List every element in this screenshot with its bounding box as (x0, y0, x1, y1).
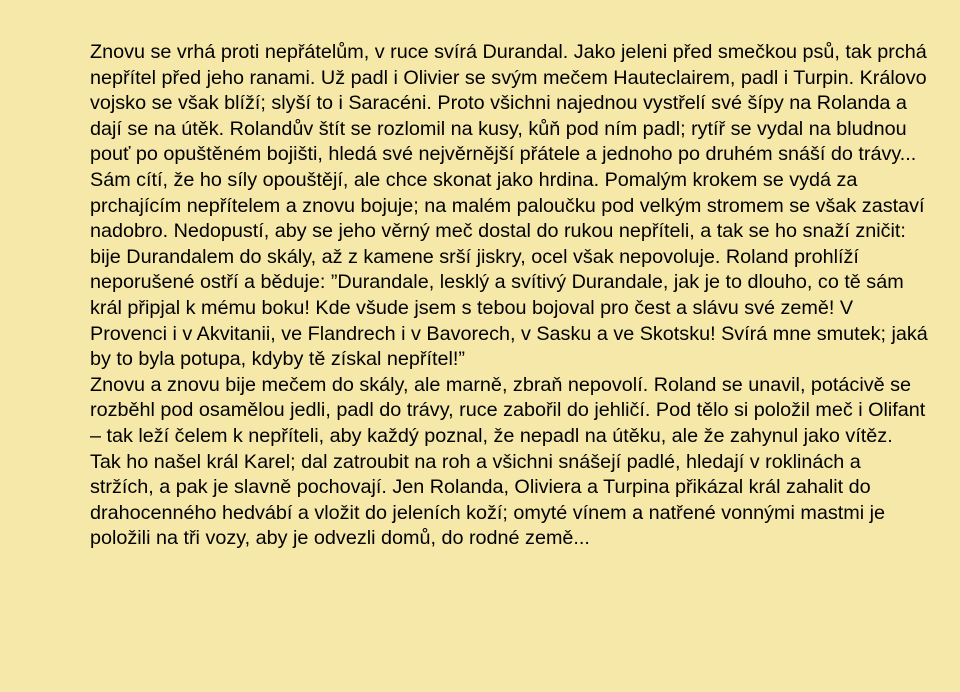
paragraph-2: Znovu a znovu bije mečem do skály, ale marně, zbraň nepovolí. Roland se unavil, potácivě se rozběhl pod osamělou jedli, padl do trávy, ruce zabořil do jehličí. Pod tělo si položil meč i Olifant – tak leží čelem k nepříteli, aby každý poznal, že nepadl na útěku, ale že zahynul jako vítěz. (90, 373, 926, 447)
story-text (90, 40, 930, 552)
paragraph-1: Znovu se vrhá proti nepřátelům, v ruce svírá Durandal. Jako jeleni před smečkou psů, tak prchá nepřítel před jeho ranami. Už padl i Olivier se svým mečem Hauteclairem, padl i Turpin. Královo vojsko se však blíží; slyší to i Saracéni. Proto všichni najednou vystřelí své šípy na Rolanda a dají se na útěk. Rolandův štít se rozlomil na kusy, kůň pod ním padl; rytíř se vydal na bludnou pouť po opuštěném bojišti, hledá své nejvěrnější přátele a jednoho po druhém snáší do trávy... Sám cítí, že ho síly opouštějí, ale chce skonat jako hrdina. Pomalým krokem se vydá za prchajícím nepřítelem a znovu bojuje; na malém paloučku pod velkým stromem se však zastaví nadobro. Nedopustí, aby se jeho věrný meč dostal do rukou nepříteli, a tak se ho snaží zničit: bije Durandalem do skály, až z kamene srší jiskry, ocel však nepovoluje. Roland prohlíží neporušené ostří a běduje: ”Durandale, lesklý a svítivý Durandale, jak je to dlouho, co tě sám král připjal k mému boku! Kde všude jsem s tebou bojoval pro čest a slávu své země! V Provenci i v Akvitanii, ve Flandrech i v Bavorech, v Sasku a ve Skotsku! Svírá mne smutek; jaká by to byla potupa, kdyby tě získal nepřítel!” (90, 41, 928, 371)
paragraph-3: Tak ho našel král Karel; dal zatroubit na roh a všichni snášejí padlé, hledají v roklinách a stržích, a pak je slavně pochovají. Jen Rolanda, Oliviera a Turpina přikázal král zahalit do drahocenného hedvábí a vložit do jeleních koží; omyté vínem a natřené vonnými mastmi je položili na tři vozy, aby je odvezli domů, do rodné země... (90, 450, 885, 550)
